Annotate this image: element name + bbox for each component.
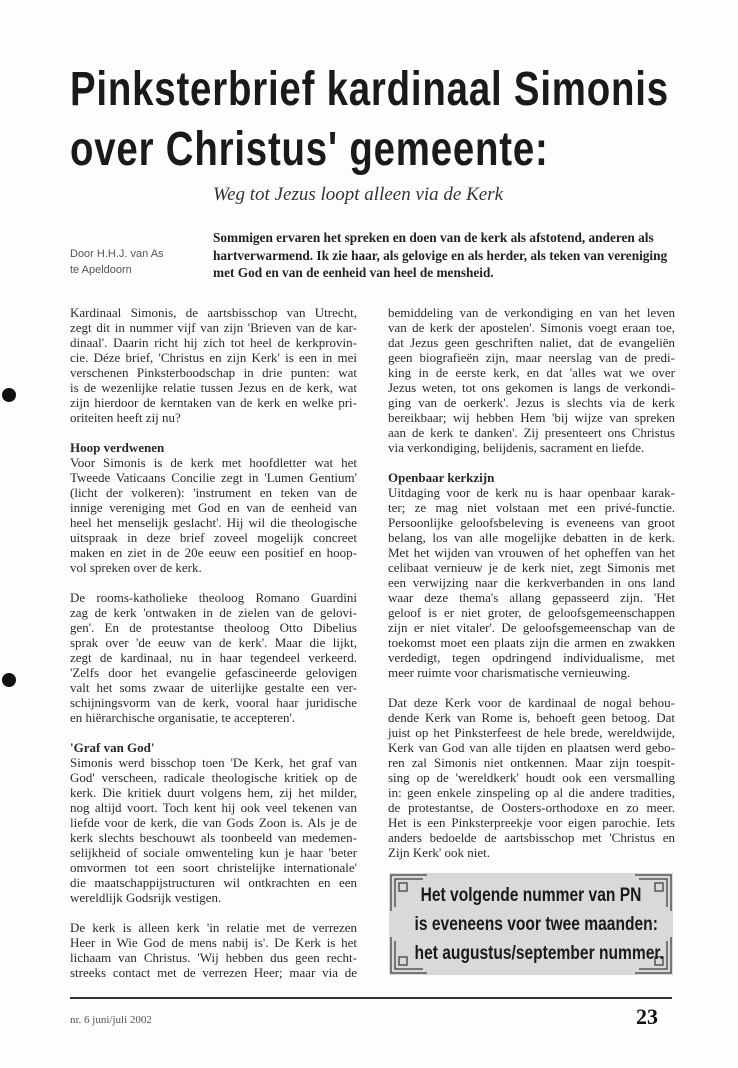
text-line: Jezus weten, tot ons gekomen is langs de verkondi- <box>388 380 675 395</box>
text-line: en hiërarchische organisatie, te accepteren'. <box>70 710 296 725</box>
text-line: sing op de 'wereldkerk' houdt ook een versmalling <box>388 770 675 785</box>
text-line: toekomst moet een plaats zijn die armen en zwakken <box>388 635 675 650</box>
text-line: 'Zelfs door het evangelie gefascineerde gelovigen <box>70 665 357 680</box>
text-line: kerk. Die kritiek duurt volgens hem, zij het milder, <box>70 785 357 800</box>
section-heading: 'Graf van God' <box>70 740 155 755</box>
byline <box>70 246 164 278</box>
section-heading: Openbaar kerkzijn <box>388 470 495 485</box>
notice-line: is eveneens voor twee maanden: <box>414 914 658 935</box>
byline-location: te Apeldoorn <box>70 264 132 276</box>
text-line: selijkheid of sociale omwenteling kun je haar 'beter <box>70 845 357 860</box>
paragraph <box>70 440 357 575</box>
text-line: valt het soms zwaar de uiterlijke gestalte een ver- <box>70 680 357 695</box>
notice-box <box>389 873 673 975</box>
text-line: Persoonlijke geloofsbeleving is eveneens van groot <box>388 515 675 530</box>
text-line: gen'. En de protestantse theoloog Otto Dibelius <box>70 620 357 635</box>
paragraph <box>388 470 675 680</box>
text-line: ren zal Simonis niet ontkennen. Maar zijn toespit- <box>388 755 675 770</box>
text-line: king in de eerste kerk, en dat 'alles wat we over <box>388 365 675 380</box>
text-line: zegt dit in nummer vijf van zijn 'Brieven van de kar- <box>70 320 357 335</box>
text-line: dinaal'. Daarin richt hij zich tot heel de kerkprovin- <box>70 335 357 350</box>
text-line: Dat deze Kerk voor de kardinaal de nogal behou- <box>388 695 675 710</box>
text-line: via verkondiging, belijdenis, sacrament en liefde. <box>388 440 645 455</box>
text-line: innige vereniging met God en van de eenheid van <box>70 500 357 515</box>
text-line: omvormen tot een soort christelijke internationale' <box>70 860 357 875</box>
text-line: cie. Déze brief, 'Christus en zijn Kerk' is een in mei <box>70 350 357 365</box>
text-line: die maatschappijstructuren wil ontkrachten en een <box>70 875 357 890</box>
text-line: Simonis werd bisschop toen 'De Kerk, het graf van <box>70 755 357 770</box>
text-line: belang, los van alle mogelijke debatten in de kerk. <box>388 530 675 545</box>
left-column <box>70 305 357 995</box>
paragraph <box>70 590 357 725</box>
text-line: (licht der volkeren): 'instrument en teken van de <box>70 485 357 500</box>
text-line: zijn hierdoor de kerntaken van de kerk en welke pri- <box>70 395 357 410</box>
text-line: de protestantse, de Oosters-orthodoxe en zo meer. <box>388 800 675 815</box>
text-line: verdedigt, tegen opdringend individualisme, met <box>388 650 675 665</box>
text-line: lichaam van Christus. 'Wij hebben dus geen recht- <box>70 950 357 965</box>
text-line: waar deze thema's allang gepasseerd zijn. 'Het <box>388 590 675 605</box>
text-line: in: geen enkele zinspeling op al die andere tradities, <box>388 785 675 800</box>
text-line: Uitdaging voor de kerk nu is haar openbaar karak- <box>388 485 675 500</box>
text-line: dende Kerk van Rome is, behoeft geen betoog. Dat <box>388 710 675 725</box>
punch-hole <box>2 673 16 687</box>
notice-line: Het volgende nummer van PN <box>420 885 642 906</box>
text-line: verschenen Pinksterboodschap in drie punten: wat <box>70 365 357 380</box>
text-line: sprak over 'de eeuw van de kerk'. Maar die lijkt, <box>70 635 357 650</box>
text-line: Tweede Vaticaans Concilie zegt in 'Lumen Gentium' <box>70 470 357 485</box>
text-line: ter; ze mag niet volstaan met een privé-functie. <box>388 500 675 515</box>
paragraph <box>70 305 357 425</box>
page-number: 23 <box>636 1004 658 1029</box>
article-title-line-2: over Christus' gemeente: <box>70 123 549 176</box>
text-line: is de wezenlijke relatie tussen Jezus en de kerk, wat <box>70 380 357 395</box>
section-heading: Hoop verdwenen <box>70 440 165 455</box>
text-line: een verwijzing naar die kerkverbanden in ons land <box>388 575 675 590</box>
text-line: streeks contact met de verrezen Heer; maar via de <box>70 965 357 980</box>
text-line: kerk slechts beschouwt als toonbeeld van medemen- <box>70 830 357 845</box>
text-line: bereikbaar; wij hebben Hem 'bij wijze van spreken <box>388 410 675 425</box>
text-line: anders bedoelde de aartsbisschop met 'Christus en <box>388 830 675 845</box>
article-subtitle: Weg tot Jezus loopt alleen via de Kerk <box>213 184 504 205</box>
paragraph <box>388 695 675 860</box>
text-line: Met het wijden van vrouwen of het opheffen van het <box>388 545 675 560</box>
text-line: nog altijd voort. Toch kent hij ook veel tekenen van <box>70 800 357 815</box>
punch-hole <box>2 388 16 402</box>
text-line: wereldlijk Godsrijk vestigen. <box>70 890 222 905</box>
article-title-line-1: Pinksterbrief kardinaal Simonis <box>70 63 669 116</box>
text-line: ging van de oerkerk'. Jezus is slechts via de kerk <box>388 395 675 410</box>
text-line: zijn er niet vitaler'. De geloofsgemeenschap van de <box>388 620 675 635</box>
text-line: God' verscheen, radicale theologische kritiek op de <box>70 770 357 785</box>
paragraph <box>388 305 675 455</box>
text-line: geen biografieën zijn, maar neerslag van de predi- <box>388 350 675 365</box>
text-line: celibaat vernieuw je de kerk niet, zegt Simonis met <box>388 560 675 575</box>
text-line: heel het menselijk geslacht'. Hij wil die theologische <box>70 515 357 530</box>
text-line: liefde voor de kerk, die van Gods Zoon is. Als je de <box>70 815 357 830</box>
text-line: uitspraak in deze brief zoveel mogelijk concreet <box>70 530 357 545</box>
paragraph <box>70 920 357 980</box>
text-line: Zijn Kerk' ook niet. <box>388 845 490 860</box>
text-line: De kerk is alleen kerk 'in relatie met de verrezen <box>70 920 357 935</box>
issue-info: nr. 6 juni/juli 2002 <box>70 1014 152 1026</box>
text-line: vol spreken over de kerk. <box>70 560 202 575</box>
text-line: bemiddeling van de verkondiging en van het leven <box>388 305 675 320</box>
text-line: dat Jezus geen geschriften naliet, dat de evangeliën <box>388 335 675 350</box>
text-line: Kerk van God van alle tijden en plaatsen werd gebo- <box>388 740 675 755</box>
lead-paragraph: Sommigen ervaren het spreken en doen van de kerk als afstotend, anderen als hartverwarmend. Ik zie haar, als gelovige en als herder, als teken van vereniging met God en van de eenheid van heel de mensheid. <box>213 230 668 280</box>
right-column <box>388 305 675 875</box>
footer-rule <box>70 997 672 999</box>
text-line: Heer in Wie God de mens nabij is'. De Kerk is het <box>70 935 357 950</box>
text-line: aan de kerk te danken'. Zij presenteert ons Christus <box>388 425 675 440</box>
paragraph <box>70 740 357 905</box>
text-line: zegt de kardinaal, nu in haar tegendeel verkeerd. <box>70 650 357 665</box>
text-line: maken en ziet in de 20e eeuw een positief en hoop- <box>70 545 357 560</box>
text-line: schijningsvorm van de kerk, vooral haar juridische <box>70 695 357 710</box>
text-line: zag de kerk 'ontwaken in de zielen van de gelovi- <box>70 605 357 620</box>
text-line: juist op het Pinksterfeest de hele brede, wereldwijde, <box>388 725 675 740</box>
text-line: meer ruimte voor charismatische vernieuwing. <box>388 665 631 680</box>
text-line: oriteiten heeft zij nu? <box>70 410 181 425</box>
text-line: De rooms-katholieke theoloog Romano Guardini <box>70 590 357 605</box>
byline-author: Door H.H.J. van As <box>70 248 164 260</box>
notice-line: het augustus/september nummer. <box>414 943 664 964</box>
text-line: van de kerk der apostelen'. Simonis voegt eraan toe, <box>388 320 675 335</box>
text-line: Voor Simonis is de kerk met hoofdletter wat het <box>70 455 357 470</box>
text-line: Kardinaal Simonis, de aartsbisschop van Utrecht, <box>70 305 357 320</box>
text-line: geloof is er niet groter, de geloofsgemeenschappen <box>388 605 675 620</box>
text-line: Het is een Pinksterpreekje voor eigen parochie. Iets <box>388 815 675 830</box>
